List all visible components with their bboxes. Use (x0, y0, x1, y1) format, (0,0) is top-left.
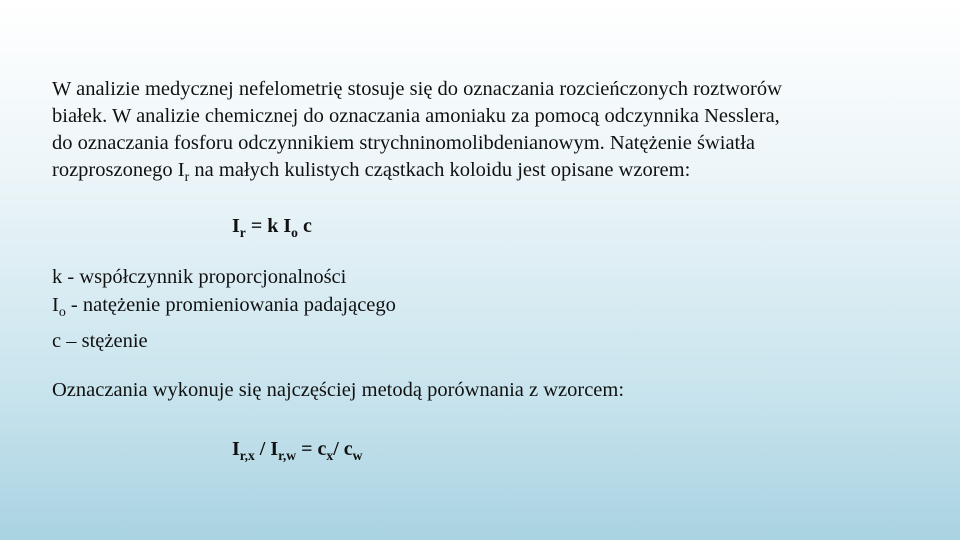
scattering-formula (232, 215, 312, 241)
line4-text-after: na małych kulistych cząstkach koloidu jest opisane wzorem: (189, 159, 691, 181)
formula1-end: c (297, 215, 312, 237)
paragraph-line-3: do oznaczania fosforu odczynnikiem strychninomolibdenianowym. Natężenie światła (52, 132, 756, 154)
legend-c: c – stężenie (52, 330, 148, 353)
formula2-sub4: w (352, 448, 363, 463)
line4-text-before: rozproszonego I (52, 159, 185, 181)
formula2-slash: / I (254, 438, 279, 460)
formula2-I1: I (232, 438, 240, 460)
legend-io (52, 291, 396, 327)
formula2-div: / c (333, 438, 353, 460)
line4-subscript: r (184, 170, 190, 186)
symbol-legend (52, 263, 396, 355)
legend-k: k - współczynnik proporcjonalności (52, 266, 347, 288)
paragraph-line-1: W analizie medycznej nefelometrię stosuje się do oznaczania rozcieńczonych roztworów (52, 78, 782, 100)
intro-paragraph (52, 76, 922, 191)
formula2-sub3: x (326, 448, 334, 463)
formula1-middle: = k I (245, 215, 292, 237)
legend-io-prefix: I (52, 294, 59, 316)
formula2-sub1: r,x (239, 448, 255, 463)
paragraph-line-4 (52, 157, 922, 191)
formula2-eq: = c (296, 438, 327, 460)
legend-io-text: - natężenie promieniowania padającego (65, 294, 396, 316)
formula1-sub-r: r (239, 225, 246, 240)
legend-io-sub: o (58, 305, 66, 321)
formula1-I: I (232, 215, 240, 237)
comparison-formula (232, 438, 362, 464)
formula2-sub2: r,w (278, 448, 297, 463)
paragraph-line-2: białek. W analizie chemicznej do oznaczania amoniaku za pomocą odczynnika Nesslera, (52, 105, 780, 127)
method-text: Oznaczania wykonuje się najczęściej metodą porównania z wzorcem: (52, 379, 625, 401)
formula1-sub-o: o (291, 225, 298, 240)
